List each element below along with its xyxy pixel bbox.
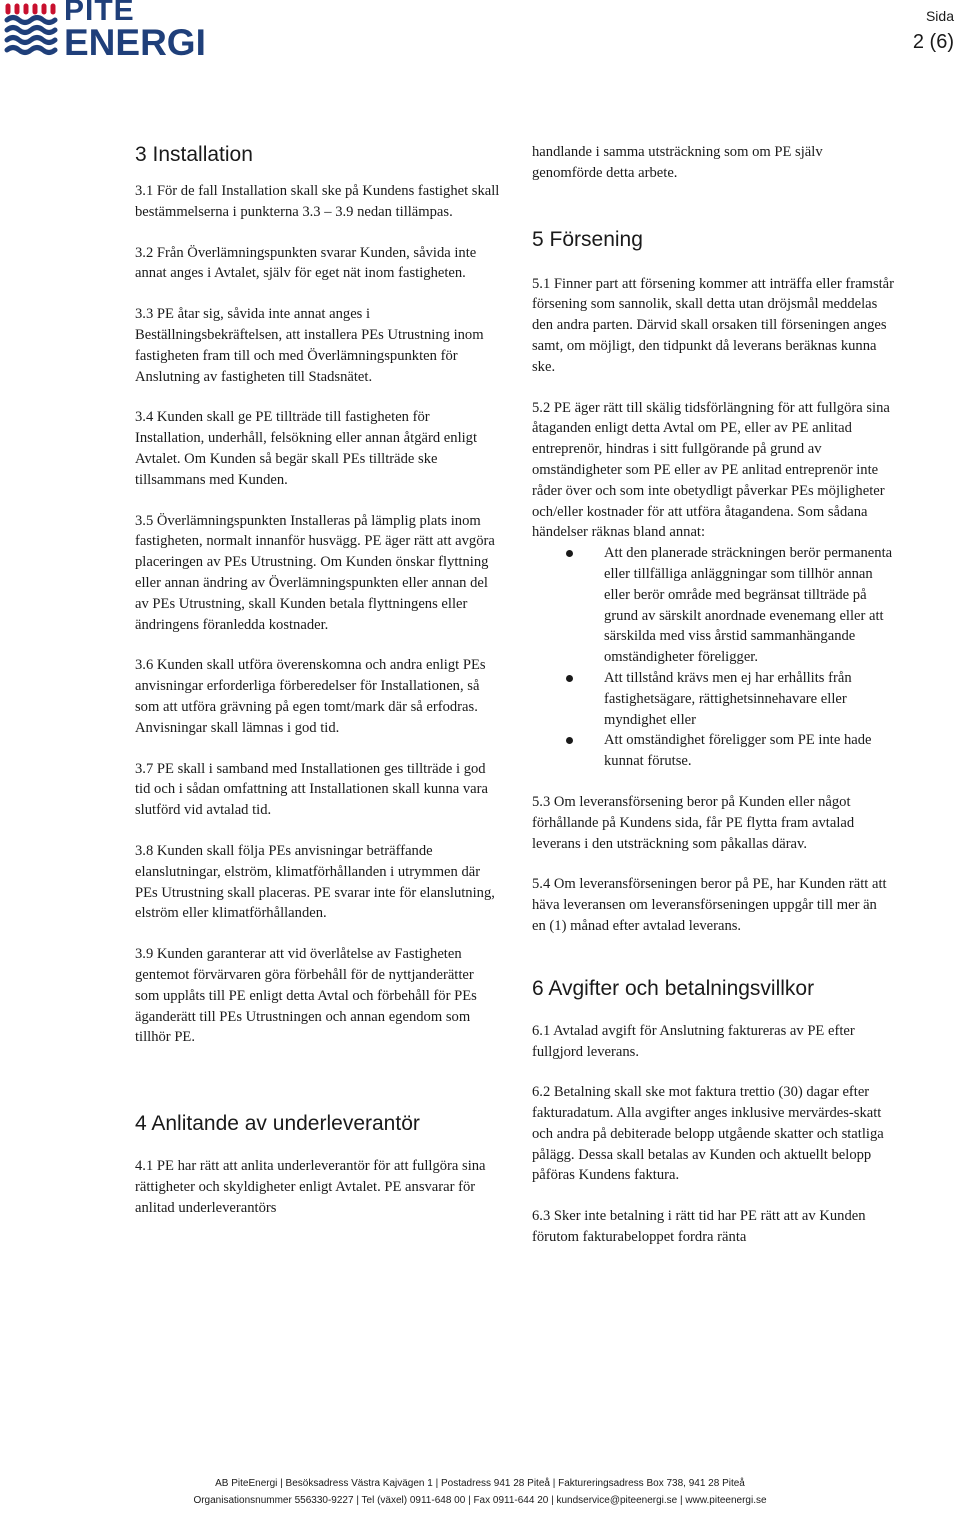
heading-underleverantor: 4 Anlitande av underleverantör [135, 1112, 420, 1136]
heading-forsening: 5 Försening [532, 227, 643, 251]
paragraph-3-6: 3.6 Kunden skall utföra överenskomna och andra enligt PEs anvisningar erforderliga förberedelser för Installationen, så som att utföra grävning på egen tomt/mark där så erfodras. Anvisningar skall lämnas i god tid. [135, 657, 486, 736]
page-number: 2 (6) [912, 31, 954, 53]
bullet-icon [566, 550, 573, 557]
paragraph-3-7: 3.7 PE skall i samband med Installationen ges tillträde i god tid och i sådan omfattning att Installationen skall kunna vara slutförd vid avtalad tid. [135, 760, 488, 819]
bullet-list [532, 543, 894, 772]
list-item [532, 730, 894, 772]
right-column [532, 142, 894, 1248]
paragraph-3-9: 3.9 Kunden garanterar att vid överlåtelse av Fastigheten gentemot förvärvaren göra förbehåll för de nyttjanderätter som upplåts till PE enligt detta Avtal och förbehåll för PEs äganderätt till PEs Utrustningen och annan egendom som tillhör PE. [135, 946, 477, 1046]
page-label: Sida [925, 8, 954, 24]
paragraph-4-1-continued: handlande i samma utsträckning som om PE själv genomförde detta arbete. [532, 144, 823, 181]
heading-installation: 3 Installation [135, 143, 253, 166]
heading-avgifter: 6 Avgifter och betalningsvillkor [532, 976, 815, 1000]
logo-waves-icon [4, 2, 62, 56]
footer-contact: Organisationsnummer 556330-9227 | Tel (växel) 0911-648 00 | Fax 0911-644 20 | kundservice@piteenergi.se | www.piteenergi.se [193, 1495, 767, 1506]
footer-address: AB PiteEnergi | Besöksadress Västra Kajvägen 1 | Postadress 941 28 Piteå | Faktureringsadress Box 738, 941 28 Piteå [215, 1478, 745, 1489]
company-logo [4, 0, 206, 63]
paragraph-5-2: 5.2 PE äger rätt till skälig tidsförlängning för att fullgöra sina åtaganden enligt detta Avtal om PE, eller av PE anlitad entreprenör, hindras i sitt fullgörande på grund av omständigheter som PE eller av PE anlitad entreprenör inte råder över och som inte obetydligt påverkar PEs möjligheter och/eller kostnader för att utföra åtagandena. Som sådana händelser räknas bland annat: [532, 399, 890, 541]
bullet-icon [566, 737, 573, 744]
paragraph-3-3: 3.3 PE åtar sig, såvida inte annat anges i Beställningsbekräftelsen, att installera PEs Utrustning inom fastigheten fram till och med Överlämningspunkten för Anslutning av fastigheten till Stadsnätet. [135, 306, 484, 385]
list-item-text: Att tillstånd krävs men ej har erhållits från fastighetsägare, rättighetsinnehavare eller myndighet eller [604, 669, 852, 728]
left-column [135, 141, 500, 1218]
paragraph-5-3: 5.3 Om leveransförsening beror på Kunden eller något förhållande på Kundens sida, får PE flytta fram avtalad leverans i den utsträckning som påkallas därav. [532, 793, 855, 852]
paragraph-6-2: 6.2 Betalning skall ske mot faktura trettio (30) dagar efter fakturadatum. Alla avgifter anges inklusive mervärdes-skatt och andra på debiterade belopp utgående skatter och statliga pålägg. Dessa skall betalas av Kunden och aktuellt belopp påföras Kundens faktura. [532, 1084, 884, 1184]
bullet-icon [566, 675, 573, 682]
paragraph-5-1: 5.1 Finner part att försening kommer att inträffa eller framstår försening som sannolik, skall detta utan dröjsmål meddelas den andra parten. Därvid skall orsaken till förseningen anges samt, om möjligt, den tidpunkt då leverans beräknas kunna ske. [532, 275, 895, 375]
list-item [532, 668, 894, 730]
paragraph-5-4: 5.4 Om leveransförseningen beror på PE, har Kunden rätt att häva leveransen om leveransförseningen uppgår till mer än en (1) månad efter avtalad leverans. [532, 876, 887, 934]
paragraph-3-8: 3.8 Kunden skall följa PEs anvisningar beträffande elanslutningar, elström, klimatförhållanden i utrymmen där PEs Utrustning skall placeras. PE svarar inte för elanslutning, elström eller klimatförhållanden. [135, 842, 495, 922]
list-item-text: Att den planerade sträckningen berör permanenta eller tillfälliga anläggningar som tillhör annan eller berör område med begränsat tillträde på grund av särskilt anordnade evenemang eller att särskilda med viss årstid sammanhängande omständigheter föreligger. [604, 545, 893, 666]
paragraph-6-3: 6.3 Sker inte betalning i rätt tid har PE rätt att av Kunden förutom fakturabeloppet fordra ränta [532, 1208, 866, 1246]
list-item-text: Att omständighet föreligger som PE inte hade kunnat förutse. [604, 732, 872, 770]
paragraph-6-1: 6.1 Avtalad avgift för Anslutning faktureras av PE efter fullgjord leverans. [532, 1022, 855, 1060]
paragraph-3-5: 3.5 Överlämningspunkten Installeras på lämplig plats inom fastigheten, normalt innanför husvägg. PE äger rätt att avgöra placeringen av PEs Utrustning. Om Kunden önskar flyttning eller annan ändring av Överlämningspunkten eller annan del av PEs Utrustning, skall Kunden betala flyttningens eller ändringens föranledda kostnader. [135, 512, 495, 633]
page-indicator [913, 6, 954, 56]
paragraph-3-1: 3.1 För de fall Installation skall ske på Kundens fastighet skall bestämmelserna i punkterna 3.3 – 3.9 nedan tillämpas. [135, 183, 500, 220]
paragraph-4-1: 4.1 PE har rätt att anlita underleverantör för att fullgöra sina rättigheter och skyldigheter enligt Avtalet. PE ansvarar för anlitad underleverantörs [135, 1158, 486, 1216]
paragraph-3-4: 3.4 Kunden skall ge PE tillträde till fastigheten för Installation, underhåll, felsökning eller annan åtgärd enligt Avtalet. Om Kunden så begär skall PEs tillträde ske tillsammans med Kunden. [135, 409, 478, 488]
list-item [532, 543, 894, 668]
page-footer [0, 1475, 960, 1509]
paragraph-3-2: 3.2 Från Överlämningspunkten svarar Kunden, såvida inte annat anges i Avtalet, själv för eget nät inom fastigheten. [135, 244, 477, 282]
logo-text-energi: ENERGI [64, 22, 206, 63]
logo-text-pite: PITE [64, 0, 135, 27]
